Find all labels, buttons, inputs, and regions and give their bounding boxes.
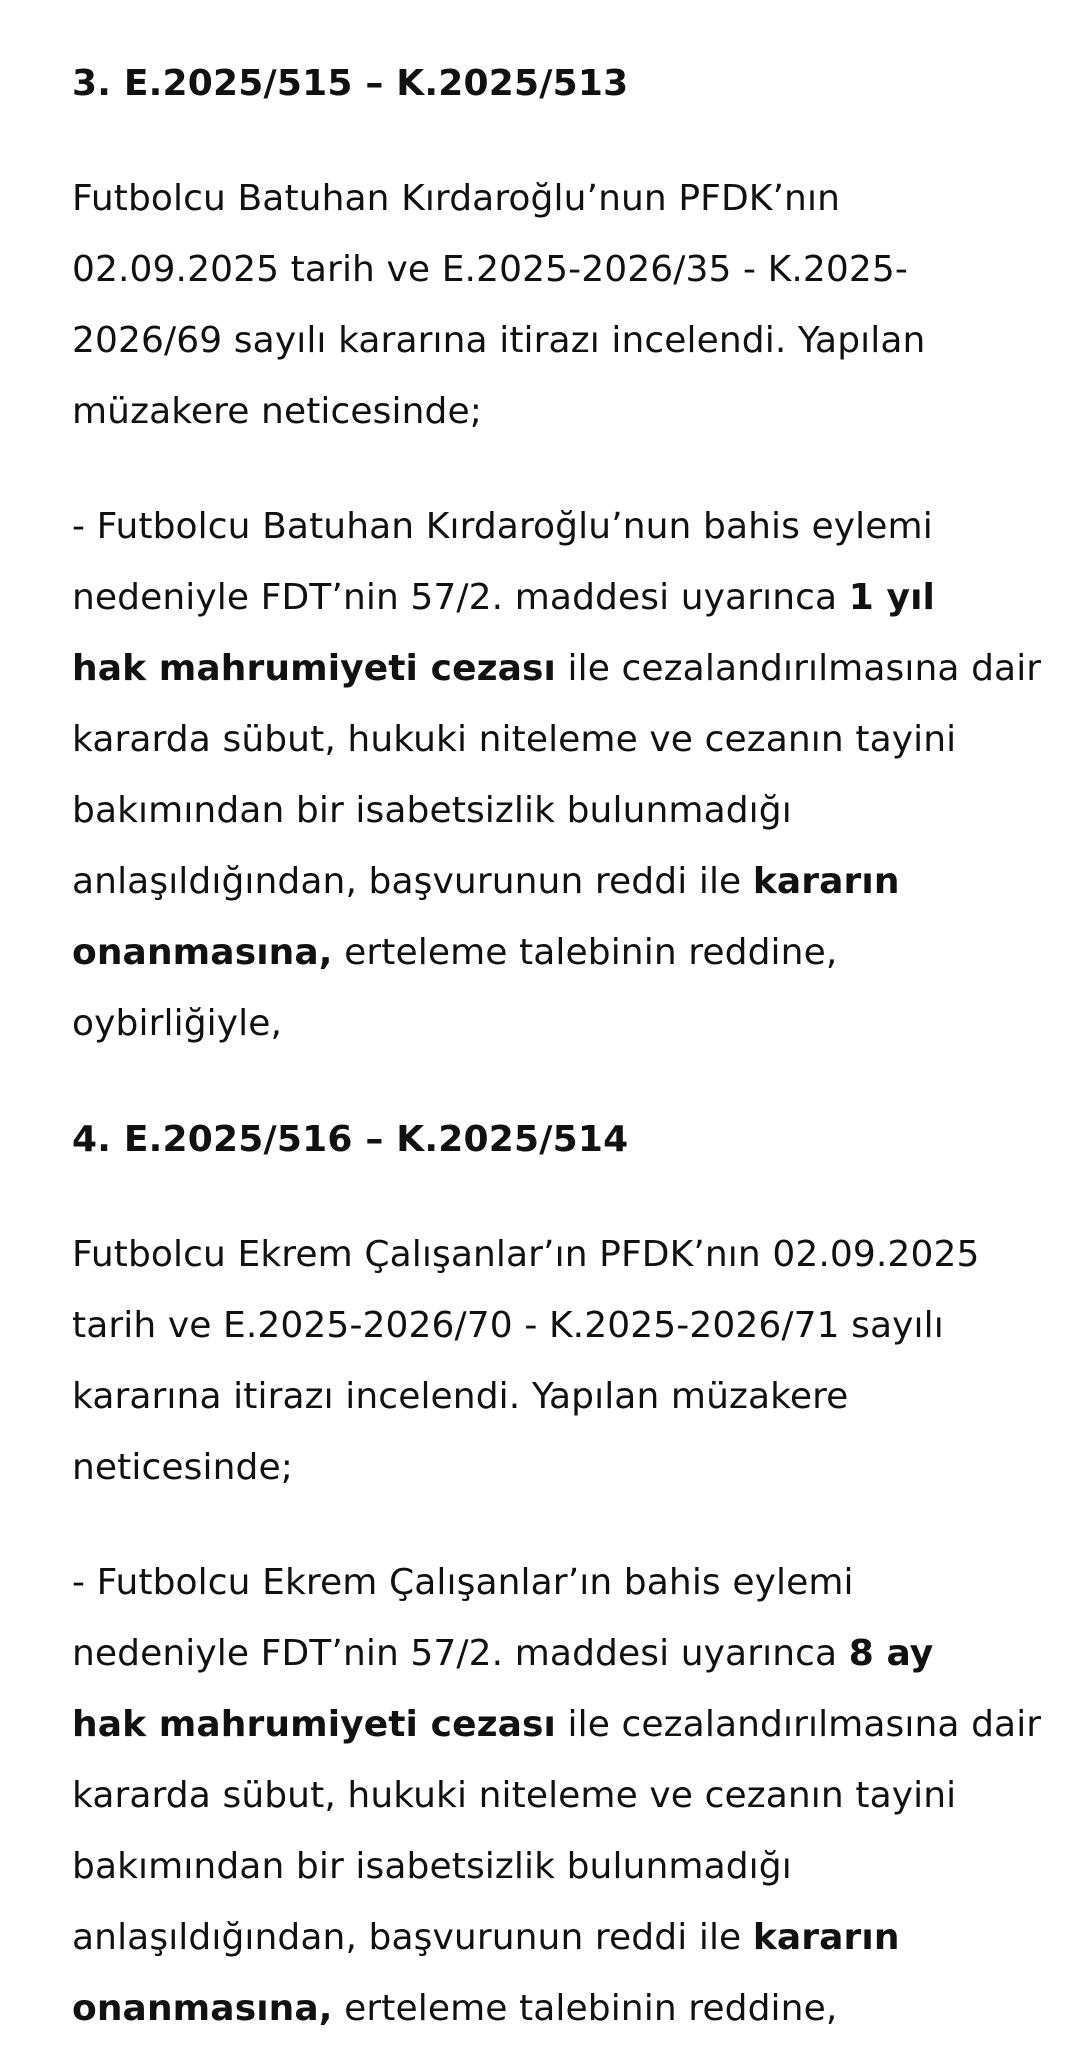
paragraph-line [72, 562, 1041, 633]
paragraph-line: kararda sübut, hukuki niteleme ve cezanın tayini [72, 719, 957, 760]
paragraph-text: anlaşıldığından, başvurunun reddi ile [72, 1917, 753, 1958]
section-heading-4: 4. E.2025/516 – K.2025/514 [72, 1119, 629, 1160]
section-4-intro-paragraph [72, 1219, 979, 1503]
paragraph-line: kararına itirazı incelendi. Yapılan müzakere [72, 1376, 849, 1417]
paragraph-line: oybirliğiyle, [72, 1003, 283, 1044]
paragraph-line [72, 1689, 1041, 1760]
paragraph-line [72, 1618, 1041, 1689]
paragraph-text: nedeniyle FDT’nin 57/2. maddesi uyarınca [72, 577, 849, 618]
paragraph-line [72, 917, 1041, 988]
paragraph-line [72, 846, 1041, 917]
paragraph-line: tarih ve E.2025-2026/70 - K.2025-2026/71 sayılı [72, 1305, 944, 1346]
penalty-duration: 1 yıl [848, 577, 935, 618]
paragraph-text: ile cezalandırılmasına dair [556, 648, 1042, 689]
paragraph-line: kararda sübut, hukuki niteleme ve cezanın tayini [72, 1775, 957, 1816]
paragraph-line [72, 1902, 1041, 1973]
paragraph-text: ile cezalandırılmasına dair [556, 1704, 1042, 1745]
decision-bold-text: onanmasına, [72, 932, 333, 973]
paragraph-line: - Futbolcu Batuhan Kırdaroğlu’nun bahis eylemi [72, 506, 933, 547]
paragraph-line: bakımından bir isabetsizlik bulunmadığı [72, 1846, 792, 1887]
paragraph-line: Futbolcu Ekrem Çalışanlar’ın PFDK’nın 02.09.2025 [72, 1234, 980, 1275]
paragraph-text: nedeniyle FDT’nin 57/2. maddesi uyarınca [72, 1633, 849, 1674]
paragraph-text: erteleme talebinin reddine, [332, 932, 838, 973]
paragraph-line: 02.09.2025 tarih ve E.2025-2026/35 - K.2025- [72, 249, 908, 290]
decision-bold-text: onanmasına, [72, 1988, 333, 2029]
paragraph-line [72, 1973, 1041, 2044]
paragraph-line: Futbolcu Batuhan Kırdaroğlu’nun PFDK’nın [72, 178, 840, 219]
paragraph-text: anlaşıldığından, başvurunun reddi ile [72, 861, 753, 902]
paragraph-line: neticesinde; [72, 1447, 293, 1488]
paragraph-line [72, 633, 1041, 704]
section-3-intro-paragraph [72, 163, 925, 447]
paragraph-line: bakımından bir isabetsizlik bulunmadığı [72, 790, 792, 831]
paragraph-line: - Futbolcu Ekrem Çalışanlar’ın bahis eylemi [72, 1562, 854, 1603]
decision-bold-text: kararın [752, 1917, 900, 1958]
penalty-duration: 8 ay [848, 1633, 934, 1674]
section-3-decision-paragraph [72, 491, 1041, 1059]
section-heading-3: 3. E.2025/515 – K.2025/513 [72, 63, 629, 104]
penalty-type: hak mahrumiyeti cezası [72, 1704, 556, 1745]
paragraph-text: erteleme talebinin reddine, [332, 1988, 838, 2029]
paragraph-line: 2026/69 sayılı kararına itirazı incelendi. Yapılan [72, 320, 926, 361]
penalty-type: hak mahrumiyeti cezası [72, 648, 556, 689]
section-4-decision-paragraph [72, 1547, 1041, 2044]
decision-bold-text: kararın [752, 861, 900, 902]
paragraph-line: müzakere neticesinde; [72, 391, 482, 432]
